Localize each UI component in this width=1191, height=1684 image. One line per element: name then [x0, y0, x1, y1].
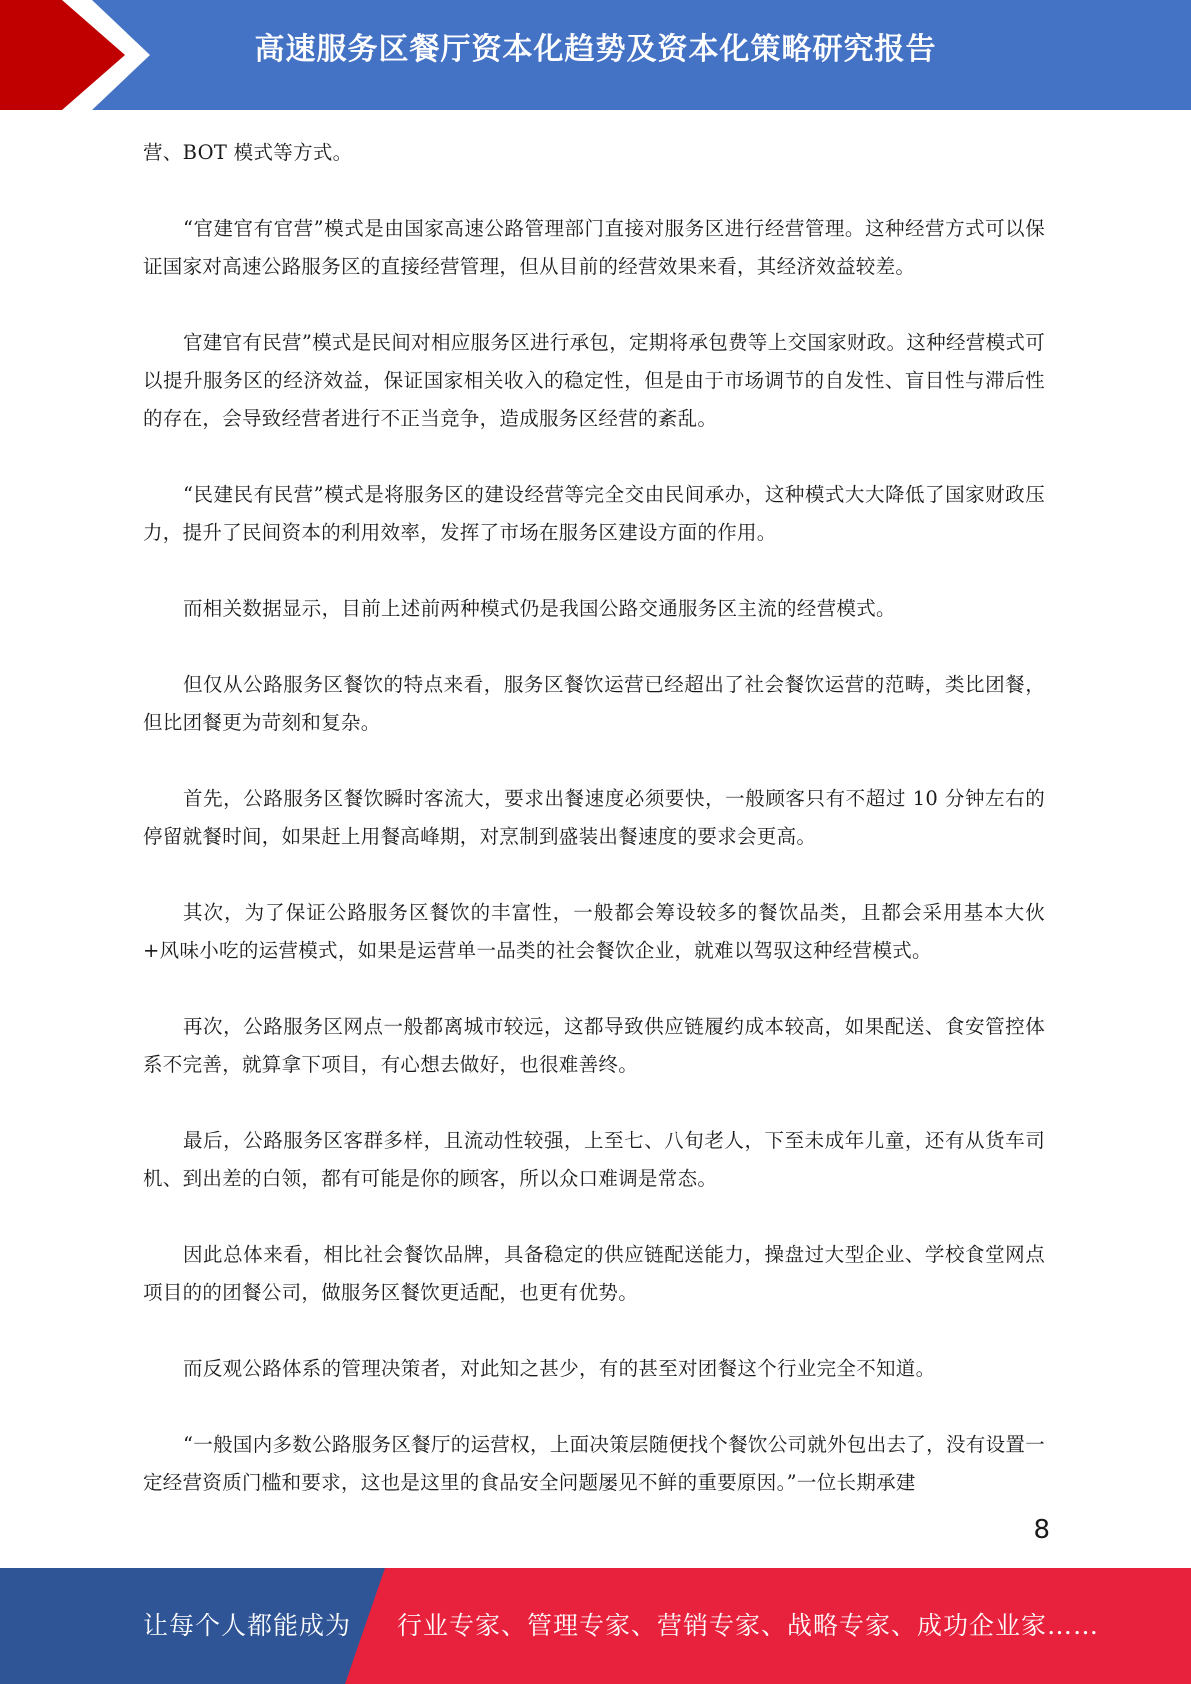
paragraph: 官建官有民营”模式是民间对相应服务区进行承包，定期将承包费等上交国家财政。这种经营模式可以提升服务区的经济效益，保证国家相关收入的稳定性，但是由于市场调节的自发性、盲目性与滞后性的存在，会导致经营者进行不正当竞争，造成服务区经营的紊乱。 [143, 331, 1045, 430]
paragraph: 但仅从公路服务区餐饮的特点来看，服务区餐饮运营已经超出了社会餐饮运营的范畴，类比团餐，但比团餐更为苛刻和复杂。 [143, 673, 1045, 734]
paragraph: “一般国内多数公路服务区餐厅的运营权，上面决策层随便找个餐饮公司就外包出去了，没有设置一定经营资质门槛和要求，这也是这里的食品安全问题屡见不鲜的重要原因。”一位长期承建 [143, 1433, 1045, 1494]
page-header [0, 0, 1191, 110]
paragraph: 再次，公路服务区网点一般都离城市较远，这都导致供应链履约成本较高，如果配送、食安管控体系不完善，就算拿下项目，有心想去做好，也很难善终。 [143, 1015, 1045, 1076]
footer-slogan-left: 让每个人都能成为 [143, 1611, 352, 1640]
paragraph: “民建民有民营”模式是将服务区的建设经营等完全交由民间承办，这种模式大大降低了国家财政压力，提升了民间资本的利用效率，发挥了市场在服务区建设方面的作用。 [143, 483, 1045, 544]
page-number: 8 [1033, 1515, 1050, 1545]
paragraph: “官建官有官营”模式是由国家高速公路管理部门直接对服务区进行经营管理。这种经营方式可以保证国家对高速公路服务区的直接经营管理，但从目前的经营效果来看，其经济效益较差。 [143, 217, 1045, 278]
paragraph: 最后，公路服务区客群多样，且流动性较强，上至七、八旬老人，下至未成年儿童，还有从货车司机、到出差的白领，都有可能是你的顾客，所以众口难调是常态。 [143, 1129, 1045, 1190]
document-body [143, 134, 1045, 1502]
paragraph: 而相关数据显示，目前上述前两种模式仍是我国公路交通服务区主流的经营模式。 [183, 597, 896, 620]
paragraph: 首先，公路服务区餐饮瞬时客流大，要求出餐速度必须要快，一般顾客只有不超过 10 分钟左右的停留就餐时间，如果赶上用餐高峰期，对烹制到盛装出餐速度的要求会更高。 [143, 787, 1045, 848]
page-footer [0, 1568, 1191, 1684]
paragraph: 其次，为了保证公路服务区餐饮的丰富性，一般都会筹设较多的餐饮品类，且都会采用基本大伙+风味小吃的运营模式，如果是运营单一品类的社会餐饮企业，就难以驾驭这种经营模式。 [143, 901, 1045, 962]
footer-slogan-right: 行业专家、管理专家、营销专家、战略专家、成功企业家…… [397, 1611, 1100, 1640]
paragraph: 因此总体来看，相比社会餐饮品牌，具备稳定的供应链配送能力，操盘过大型企业、学校食堂网点项目的的团餐公司，做服务区餐饮更适配，也更有优势。 [143, 1243, 1045, 1304]
page-header-title: 高速服务区餐厅资本化趋势及资本化策略研究报告 [254, 32, 937, 67]
paragraph: 营、BOT 模式等方式。 [143, 141, 353, 164]
paragraph: 而反观公路体系的管理决策者，对此知之甚少，有的甚至对团餐这个行业完全不知道。 [183, 1357, 936, 1380]
